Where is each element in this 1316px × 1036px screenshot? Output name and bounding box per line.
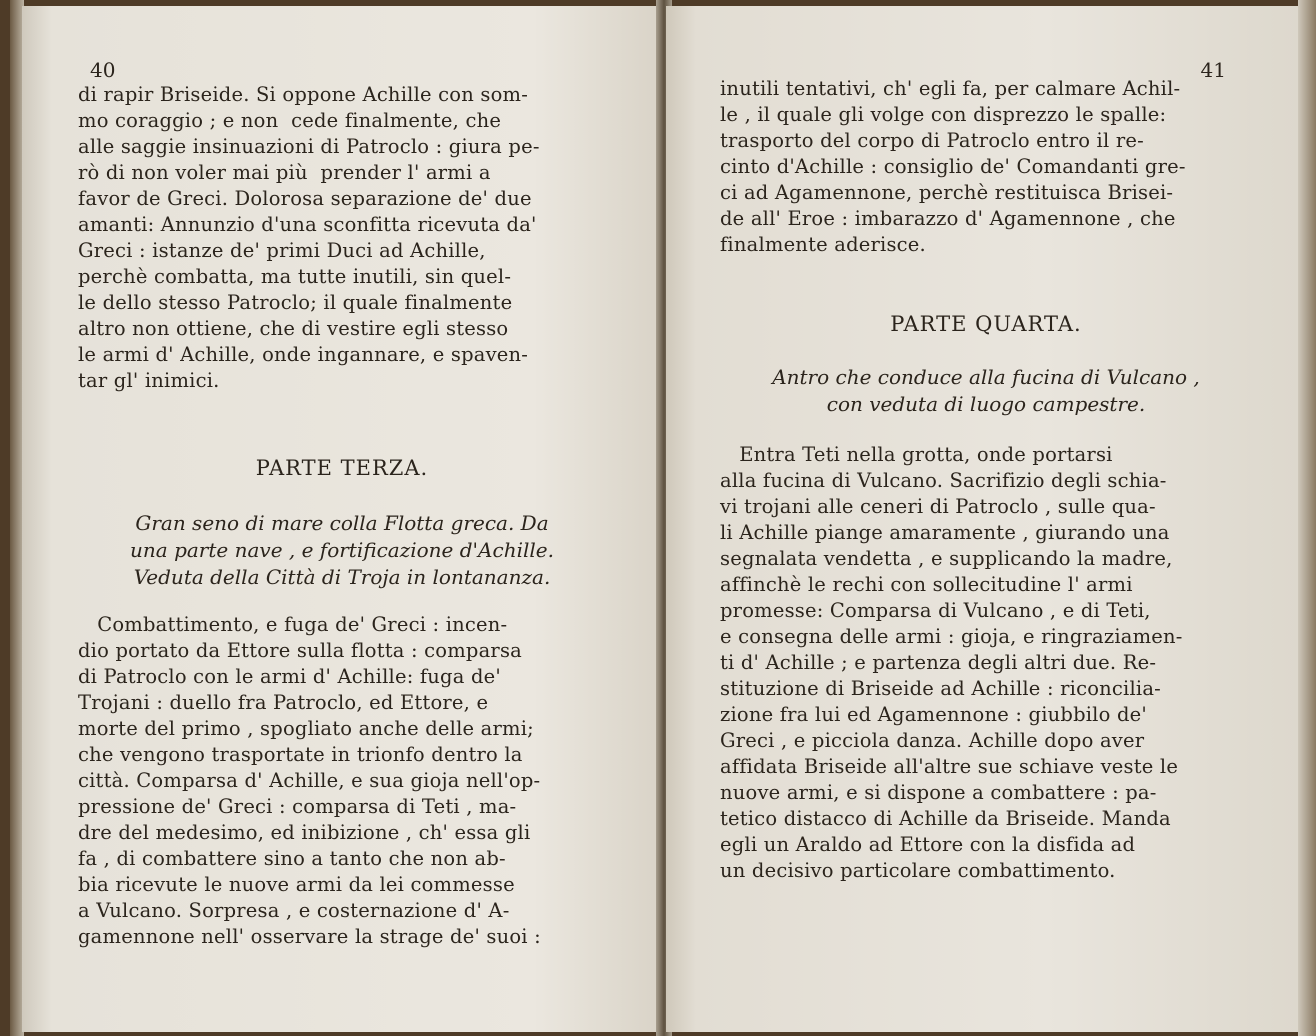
page-number: 40 [90, 58, 116, 82]
intro-paragraph: di rapir Briseide. Si oppone Achille con som- mo coraggio ; e non cede finalmente, che alle saggie insinuazioni di Patroclo : giura pe- rò di non voler mai più prender l' armi a favor de Greci. Dolorosa separazione de' due amanti: Annunzio d'una sconfitta ricevuta da' Greci : istanze de' primi Duci ad Achille, perchè combatta, ma tutte inutili, sin quel- le dello stesso Patroclo; il quale finalmente altro non ottiene, che di vestire egli stesso le armi d' Achille, onde ingannare, e spaven- tar gl' inimici. [78, 83, 540, 392]
body-paragraph: Entra Teti nella grotta, onde portarsi alla fucina di Vulcano. Sacrifizio degli schia- vi trojani alle ceneri di Patroclo , sulle qua- li Achille piange amaramente , giurando una segnalata vendetta , e supplicando la madre, affinchè le rechi con sollecitudine l' armi promesse: Comparsa di Vulcano , e di Teti, e consegna delle armi : gioja, e ringraziamen- ti d' Achille ; e partenza degli altri due. Re- stituzione di Briseide ad Achille : riconcilia- zione fra lui ed Agamennone : giubbilo de' Greci , e picciola danza. Achille dopo aver affidata Briseide all'altre sue schiave veste le nuove armi, e si dispone a combattere : pa- tetico distacco di Achille da Briseide. Manda egli un Araldo ad Ettore con la disfida ad un decisivo particolare combattimento. [720, 443, 1183, 882]
scene-description: Antro che conduce alla fucina di Vulcano , con veduta di luogo campestre. [772, 365, 1200, 416]
intro-paragraph: inutili tentativi, ch' egli fa, per calmare Achil- le , il quale gli volge con disprezzo le spalle: trasporto del corpo di Patroclo entro il re- cinto d'Achille : consiglio de' Comandanti gre- ci ad Agamennone, perchè restituisca Brisei- de all' Eroe : imbarazzo d' Agamennone , che finalmente aderisce. [720, 77, 1186, 256]
scene-description: Gran seno di mare colla Flotta greca. Da una parte nave , e fortificazione d'Achille. Veduta della Città di Troja in lontananza. [130, 511, 554, 589]
body-paragraph: Combattimento, e fuga de' Greci : incen- dio portato da Ettore sulla flotta : comparsa di Patroclo con le armi d' Achille: fuga de' Trojani : duello fra Patroclo, ed Ettore, e morte del primo , spogliato anche delle armi; che vengono trasportate in trionfo dentro la città. Comparsa d' Achille, e sua gioja nell'op- pressione de' Greci : comparsa di Teti , ma- dre del medesimo, ed inibizione , ch' essa gli fa , di combattere sino a tanto che non ab- bia ricevute le nuove armi da lei commesse a Vulcano. Sorpresa , e costernazione d' A- gamennone nell' osservare la strage de' suoi : [78, 613, 541, 948]
right-page-edges [1298, 0, 1316, 1036]
section-heading: PARTE TERZA. [255, 456, 429, 480]
section-heading: PARTE QUARTA. [890, 312, 1082, 336]
page-number: 41 [1200, 58, 1226, 82]
right-page [666, 6, 1298, 1032]
left-page [22, 6, 662, 1032]
